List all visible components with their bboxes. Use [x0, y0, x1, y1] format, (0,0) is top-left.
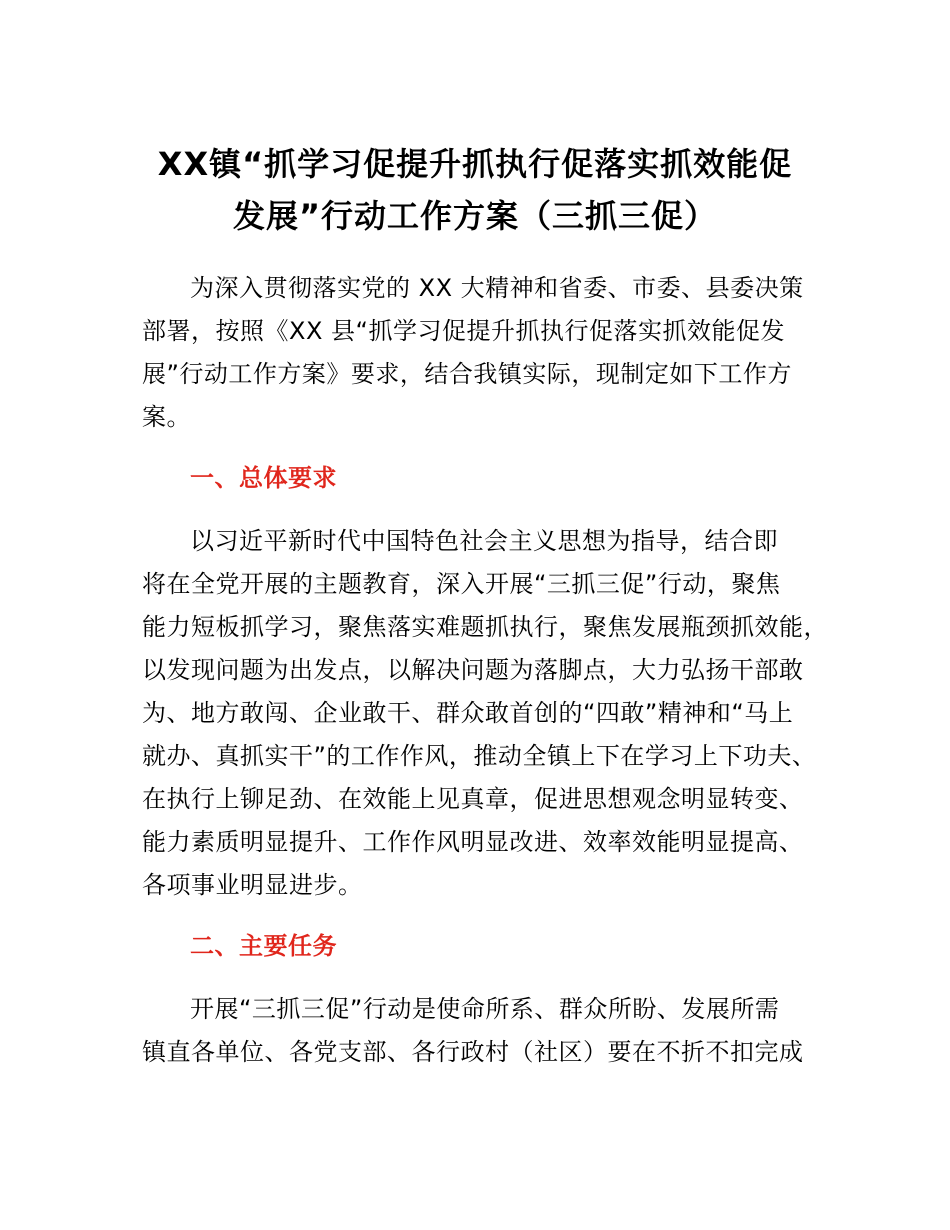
section1-line-5: 为、地方敢闯、企业敢干、群众敢首创的“四敢”精神和“马上 [142, 699, 794, 727]
section1-line-7: 在执行上铆足劲、在效能上见真章，促进思想观念明显转变、 [142, 785, 804, 813]
section1-line-9: 各项事业明显进步。 [142, 871, 363, 899]
section-heading-overall-requirements: 一、总体要求 [190, 464, 337, 492]
section-heading-main-tasks: 二、主要任务 [190, 932, 337, 960]
section2-line-1: 开展“三抓三促”行动是使命所系、群众所盼、发展所需 [190, 995, 780, 1023]
intro-line-4: 案。 [142, 403, 191, 431]
section1-line-6: 就办、真抓实干”的工作作风，推动全镇上下在学习上下功夫、 [142, 742, 817, 770]
section1-line-3: 能力短板抓学习，聚焦落实难题抓执行，聚焦发展瓶颈抓效能， [142, 613, 828, 641]
section2-line-2: 镇直各单位、各党支部、各行政村（社区）要在不折不扣完成 [142, 1038, 804, 1066]
intro-line-1: 为深入贯彻落实党的 XX 大精神和省委、市委、县委决策 [190, 274, 804, 302]
section1-line-2: 将在全党开展的主题教育，深入开展“三抓三促”行动，聚焦 [142, 570, 781, 598]
section1-line-8: 能力素质明显提升、工作作风明显改进、效率效能明显提高、 [142, 828, 804, 856]
section1-line-1: 以习近平新时代中国特色社会主义思想为指导，结合即 [190, 527, 778, 555]
document-title-line-1: XX镇“抓学习促提升抓执行促落实抓效能促 [157, 145, 793, 183]
intro-line-3: 展”行动工作方案》要求，结合我镇实际，现制定如下工作方 [142, 360, 792, 388]
intro-line-2: 部署，按照《XX 县“抓学习促提升抓执行促落实抓效能促发 [142, 317, 785, 345]
document-title-line-2: 发展”行动工作方案（三抓三促） [232, 197, 718, 235]
section1-line-4: 以发现问题为出发点，以解决问题为落脚点，大力弘扬干部敢 [142, 656, 804, 684]
